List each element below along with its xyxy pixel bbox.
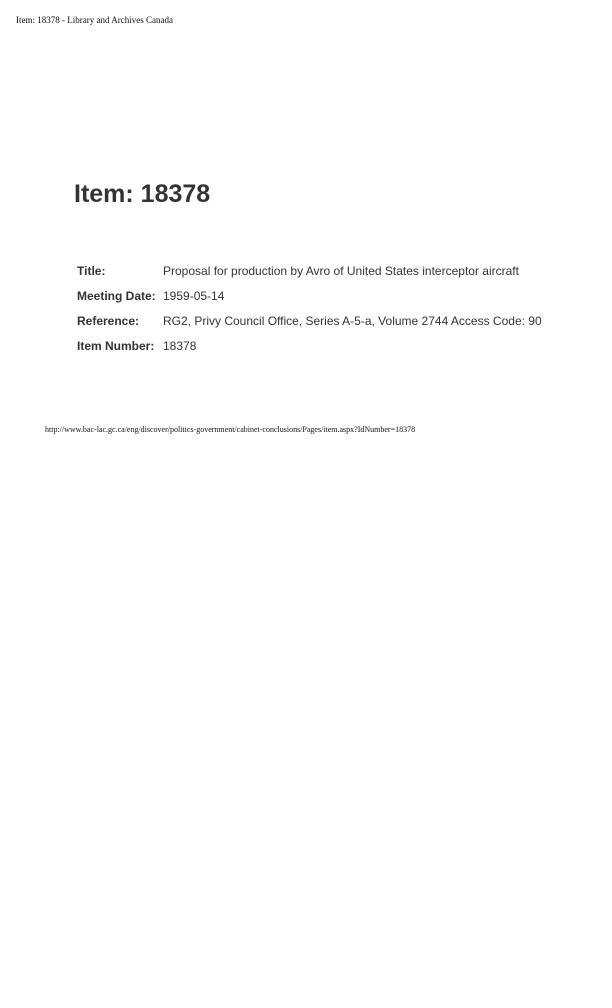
item-number-label: Item Number: xyxy=(77,338,155,353)
source-url-link[interactable]: http://www.bac-lac.gc.ca/eng/discover/politics-government/cabinet-conclusions/Pages/item.aspx?IdNumber=18378 xyxy=(45,425,416,434)
item-number-row xyxy=(77,333,597,358)
page-header: Item: 18378 - Library and Archives Canada xyxy=(16,15,173,25)
page-title: Item: 18378 xyxy=(74,180,211,208)
item-details xyxy=(77,258,597,358)
title-row xyxy=(77,258,597,283)
item-number-value: 18378 xyxy=(163,338,197,353)
meeting-date-value: 1959-05-14 xyxy=(163,288,225,303)
title-label: Title: xyxy=(77,263,106,278)
reference-row xyxy=(77,308,597,333)
title-value: Proposal for production by Avro of United States interceptor aircraft xyxy=(163,263,519,278)
reference-label: Reference: xyxy=(77,313,140,328)
meeting-date-label: Meeting Date: xyxy=(77,288,156,303)
meeting-date-row xyxy=(77,283,597,308)
reference-value: RG2, Privy Council Office, Series A-5-a, Volume 2744 Access Code: 90 xyxy=(163,313,542,328)
